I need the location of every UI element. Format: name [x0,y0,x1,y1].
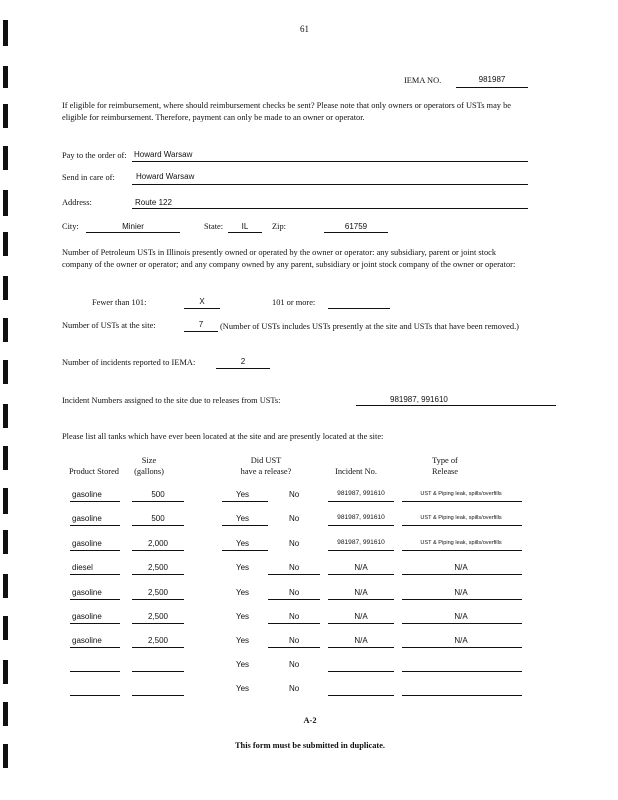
zip-label: Zip: [272,222,286,231]
tank-type-underline [402,525,522,526]
binder-mark [3,360,8,384]
tank-product-underline [70,671,120,672]
tank-product: gasoline [72,490,102,499]
address-value: Route 122 [135,198,172,207]
tank-incident-underline [328,501,394,502]
more-label: 101 or more: [272,298,316,307]
tank-yes-option: Yes [236,563,250,572]
tank-type-underline [402,550,522,551]
tank-yes-option: Yes [236,490,250,499]
tank-incident-underline [328,550,394,551]
binder-mark [3,744,8,768]
binder-mark [3,20,8,46]
binder-mark [3,104,8,128]
binder-mark [3,318,8,342]
iema-underline [456,87,528,88]
usts-site-label: Number of USTs at the site: [62,321,156,330]
tank-no-option: No [289,660,300,669]
tank-release-type: N/A [454,612,468,621]
binder-mark [3,276,8,300]
tank-product: gasoline [72,612,102,621]
tank-release-type: N/A [454,588,468,597]
binder-mark [3,660,8,684]
header-incident: Incident No. [335,467,377,476]
tank-no-underline [268,623,320,624]
tank-product: gasoline [72,588,102,597]
tank-yes-option: Yes [236,612,250,621]
tank-product-underline [70,525,120,526]
binder-mark [3,574,8,598]
state-underline [228,232,262,233]
send-care-underline [132,184,528,185]
tank-size: 2,500 [147,588,169,597]
fewer-label: Fewer than 101: [92,298,147,307]
usts-owned-paragraph: Number of Petroleum USTs in Illinois presently owned or operated by the owner or operator: any subsidiary, parent or joint stock company of the owner or operator; and any company owned by any parent, subsidiary or joint stock company of the owner or operator: [62,248,516,269]
binder-mark [3,232,8,256]
tank-yes-underline [222,525,268,526]
tank-release-type: N/A [454,563,468,572]
tank-incident-underline [328,671,394,672]
tank-incident-underline [328,574,394,575]
binder-mark [3,190,8,216]
incident-numbers-value: 981987, 991610 [390,395,448,404]
binder-mark [3,446,8,470]
tank-yes-option: Yes [236,514,250,523]
tank-size-underline [132,695,184,696]
tank-yes-option: Yes [236,588,250,597]
address-label: Address: [62,198,92,207]
fewer-underline [184,308,220,309]
tank-size: 2,500 [147,636,169,645]
reimbursement-intro: If eligible for reimbursement, where should reimbursement checks be sent? Please note that only owners or operators of USTs may be eligible for reimbursement. Therefore, payment can only be made to an owner or operator. [62,101,511,122]
binder-mark [3,488,8,514]
tank-yes-option: Yes [236,636,250,645]
city-value: Minier [122,222,144,231]
tank-product-underline [70,647,120,648]
tank-size-underline [132,647,184,648]
tank-product-underline [70,574,120,575]
tank-product: gasoline [72,539,102,548]
tank-incident-underline [328,599,394,600]
binder-mark [3,404,8,428]
send-care-label: Send in care of: [62,173,115,182]
tanks-intro: Please list all tanks which have ever been located at the site and are presently located at the site: [62,432,384,441]
tank-release-type: UST & Piping leak, spills/overfills [420,515,502,521]
tank-size: 2,000 [147,539,169,548]
page-label: A-2 [303,716,317,725]
tank-size: 2,500 [147,563,169,572]
header-type: Type of Release [431,456,459,476]
tank-incident: N/A [354,588,368,597]
tank-type-underline [402,574,522,575]
binder-mark [3,702,8,726]
tank-product-underline [70,695,120,696]
tank-size-underline [132,550,184,551]
usts-site-value: 7 [198,320,204,329]
pay-to-label: Pay to the order of: [62,151,127,160]
incidents-count-label: Number of incidents reported to IEMA: [62,358,196,367]
tank-no-option: No [289,563,300,572]
tank-size: 500 [151,490,165,499]
tank-product-underline [70,550,120,551]
tank-size-underline [132,574,184,575]
tank-release-type: UST & Piping leak, spills/overfills [420,540,502,546]
iema-value: 981987 [478,75,506,84]
state-label: State: [204,222,224,231]
state-value: IL [241,222,249,231]
tank-product: gasoline [72,514,102,523]
pay-to-underline [132,161,528,162]
tank-type-underline [402,647,522,648]
tank-type-underline [402,671,522,672]
tank-yes-option: Yes [236,539,250,548]
duplicate-note: This form must be submitted in duplicate. [234,741,386,750]
address-underline [132,208,528,209]
tank-product: gasoline [72,636,102,645]
incidents-count-value: 2 [240,357,246,366]
tank-size-underline [132,525,184,526]
header-did-ust: Did UST have a release? [240,456,292,476]
tank-no-option: No [289,636,300,645]
tank-size: 2,500 [147,612,169,621]
tank-incident-underline [328,525,394,526]
tank-incident: 981987, 991610 [337,514,385,521]
binder-mark [3,530,8,554]
tank-no-option: No [289,588,300,597]
tank-yes-underline [222,501,268,502]
tank-incident: N/A [354,612,368,621]
tank-incident: N/A [354,563,368,572]
tank-no-underline [268,574,320,575]
page-number: 61 [300,24,309,34]
tank-no-option: No [289,684,300,693]
more-underline [328,308,390,309]
fewer-value: X [199,297,205,306]
header-size: Size (gallons) [134,456,164,476]
tank-no-option: No [289,612,300,621]
usts-site-note: (Number of USTs includes USTs presently at the site and USTs that have been removed.) [220,322,519,331]
tank-product: diesel [72,563,93,572]
tank-size-underline [132,623,184,624]
tank-yes-option: Yes [236,660,250,669]
incidents-count-underline [216,368,270,369]
tank-type-underline [402,599,522,600]
tank-no-option: No [289,539,300,548]
iema-label: IEMA NO. [404,76,442,85]
tank-size: 500 [151,514,165,523]
tank-size-underline [132,671,184,672]
tank-product-underline [70,501,120,502]
binder-mark [3,146,8,170]
tank-incident: N/A [354,636,368,645]
tank-incident: 981987, 991610 [337,539,385,546]
tank-size-underline [132,599,184,600]
pay-to-value: Howard Warsaw [134,150,193,159]
binder-mark [3,66,8,88]
tank-release-type: UST & Piping leak, spills/overfills [420,491,502,497]
tank-type-underline [402,695,522,696]
tank-incident-underline [328,623,394,624]
tank-no-underline [268,647,320,648]
incident-numbers-label: Incident Numbers assigned to the site due to releases from USTs: [62,396,281,405]
usts-site-underline [184,331,218,332]
city-underline [86,232,180,233]
send-care-value: Howard Warsaw [136,172,195,181]
tank-product-underline [70,599,120,600]
city-label: City: [62,222,79,231]
zip-value: 61759 [344,222,368,231]
tank-incident: 981987, 991610 [337,490,385,497]
binder-mark [3,616,8,640]
tank-release-type: N/A [454,636,468,645]
tank-product-underline [70,623,120,624]
incident-numbers-underline [356,405,556,406]
zip-underline [324,232,388,233]
tank-type-underline [402,501,522,502]
tank-no-option: No [289,490,300,499]
tank-no-underline [268,599,320,600]
header-product: Product Stored [68,467,119,476]
tank-type-underline [402,623,522,624]
tank-size-underline [132,501,184,502]
tank-yes-option: Yes [236,684,250,693]
tank-no-option: No [289,514,300,523]
tank-yes-underline [222,550,268,551]
tank-incident-underline [328,647,394,648]
tank-incident-underline [328,695,394,696]
